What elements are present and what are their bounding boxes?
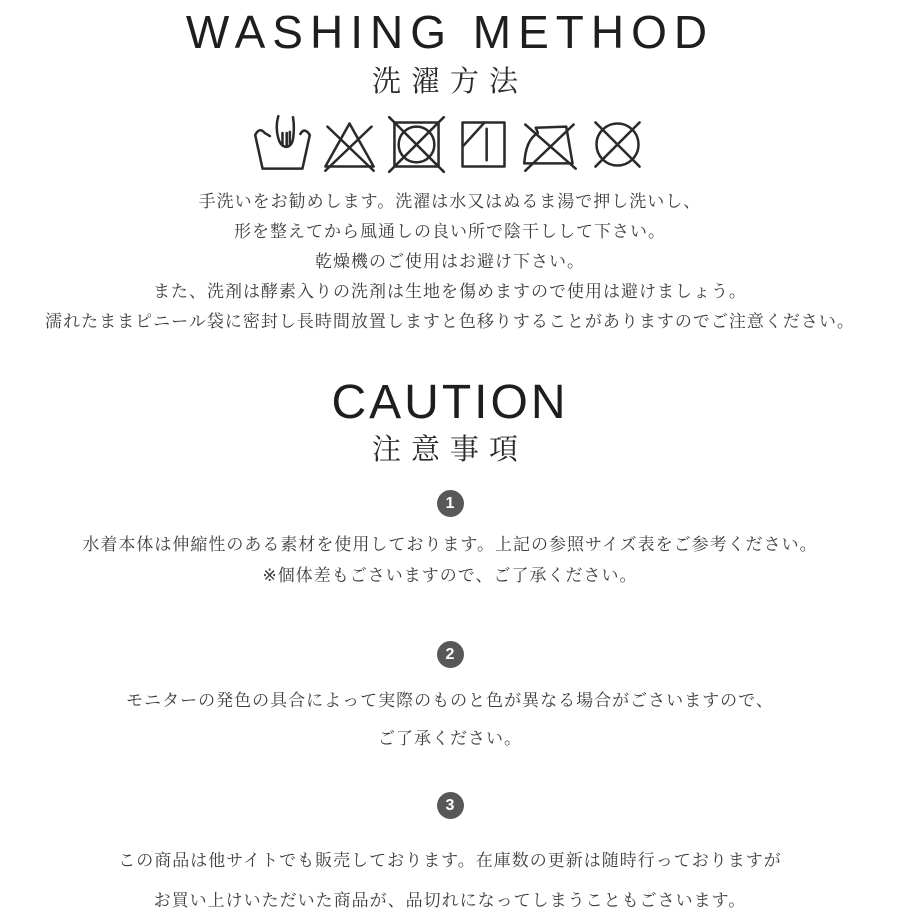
- number-badge-3: 3: [437, 792, 464, 819]
- caution-item-2: [0, 641, 900, 668]
- washing-method-title-en: WASHING METHOD: [185, 6, 715, 58]
- caution-text-line: ご了承ください。: [378, 728, 522, 748]
- caution-item-1: [0, 490, 900, 517]
- washing-instruction-line: また、洗剤は酵素入りの洗剤は生地を傷めますので使用は避けましょう。: [153, 281, 747, 301]
- number-badge-2: 2: [437, 641, 464, 668]
- no-tumble-dry-icon: [385, 113, 448, 176]
- caution-text-line: モニターの発色の具合によって実際のものと色が異なる場合がごさいますので、: [126, 690, 774, 710]
- caution-text-line: 水着本体は伸縮性のある素材を使用しております。上記の参照サイズ表をご参考ください。: [82, 534, 818, 554]
- caution-header: [0, 375, 900, 468]
- caution-item-3-text: [0, 841, 900, 921]
- washing-instruction-line: 乾燥機のご使用はお避け下さい。: [315, 251, 585, 271]
- no-bleach-icon: [318, 113, 381, 176]
- caution-text-line: ※個体差もごさいますので、ご了承ください。: [262, 565, 638, 585]
- washing-instruction-line: 濡れたままピニール袋に密封し長時間放置しますと色移りすることがありますのでご注意ください。: [45, 311, 855, 331]
- washing-instruction-line: 手洗いをお勧めします。洗濯は水又はぬるま湯で押し洗いし、: [198, 191, 702, 211]
- caution-title-en: CAUTION: [331, 375, 569, 429]
- shade-line-dry-icon: [452, 113, 515, 176]
- caution-item-3: [0, 792, 900, 819]
- washing-instructions: [0, 187, 900, 337]
- caution-title-ja: 注意事項: [371, 433, 528, 466]
- washing-method-header: [0, 6, 900, 100]
- caution-item-2-text: [0, 682, 900, 758]
- washing-method-title-ja: 洗濯方法: [371, 65, 528, 98]
- washing-instruction-line: 形を整えてから風通しの良い所で陰干しして下さい。: [234, 221, 666, 241]
- no-dry-clean-icon: [586, 113, 649, 176]
- caution-text-line: お買い上けいただいた商品が、品切れになってしまうこともごさいます。: [153, 890, 747, 910]
- no-iron-icon: [519, 113, 582, 176]
- caution-item-1-text: [0, 529, 900, 591]
- hand-wash-icon: [251, 113, 314, 176]
- caution-text-line: この商品は他サイトでも販売しております。在庫数の更新は随時行っておりますが: [118, 850, 782, 870]
- number-badge-1: 1: [437, 490, 464, 517]
- laundry-symbols-row: [0, 113, 900, 176]
